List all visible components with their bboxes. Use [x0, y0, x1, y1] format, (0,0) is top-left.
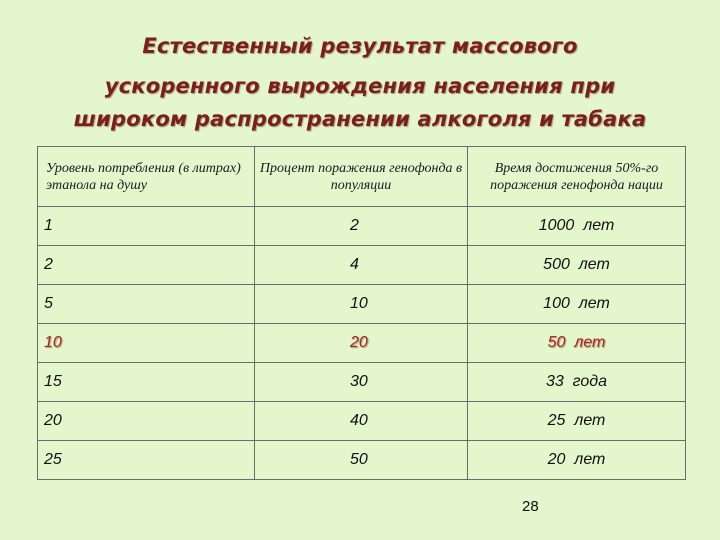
table-row: [38, 246, 686, 285]
title-line-3: широком распространении алкоголя и табака: [73, 107, 647, 131]
cell-consumption: 1: [38, 207, 255, 246]
cell-damage-percent: 4: [255, 246, 468, 285]
cell-damage-percent: 30: [255, 363, 468, 402]
table-header-row: [38, 147, 686, 207]
header-time-to-50-percent: Время достижения 50%-го поражения генофонда нации: [468, 147, 686, 207]
cell-time: 500 лет: [468, 246, 686, 285]
cell-consumption: 5: [38, 285, 255, 324]
cell-damage-percent: 20: [255, 324, 468, 363]
cell-consumption: 20: [38, 402, 255, 441]
table-row: [38, 285, 686, 324]
cell-consumption: 10: [38, 324, 255, 363]
cell-damage-percent: 2: [255, 207, 468, 246]
data-table: [37, 146, 686, 480]
cell-time: 20 лет: [468, 441, 686, 480]
title-line-1: Естественный результат массового: [142, 34, 578, 58]
cell-time: 33 года: [468, 363, 686, 402]
cell-time: 100 лет: [468, 285, 686, 324]
cell-damage-percent: 10: [255, 285, 468, 324]
table-row: [38, 207, 686, 246]
page-number: 28: [522, 498, 539, 515]
cell-consumption: 25: [38, 441, 255, 480]
cell-time: 25 лет: [468, 402, 686, 441]
cell-damage-percent: 50: [255, 441, 468, 480]
title-line-2: ускоренного вырождения населения при: [104, 74, 616, 98]
cell-consumption: 15: [38, 363, 255, 402]
cell-time: 1000 лет: [468, 207, 686, 246]
header-consumption-level: Уровень потребления (в литрах) этанола на душу: [38, 147, 255, 207]
table-row-highlighted: [38, 324, 686, 363]
header-genofund-damage-percent: Процент поражения генофонда в популяции: [255, 147, 468, 207]
cell-damage-percent: 40: [255, 402, 468, 441]
table-row: [38, 402, 686, 441]
cell-time: 50 лет: [468, 324, 686, 363]
table-row: [38, 441, 686, 480]
table-row: [38, 363, 686, 402]
cell-consumption: 2: [38, 246, 255, 285]
